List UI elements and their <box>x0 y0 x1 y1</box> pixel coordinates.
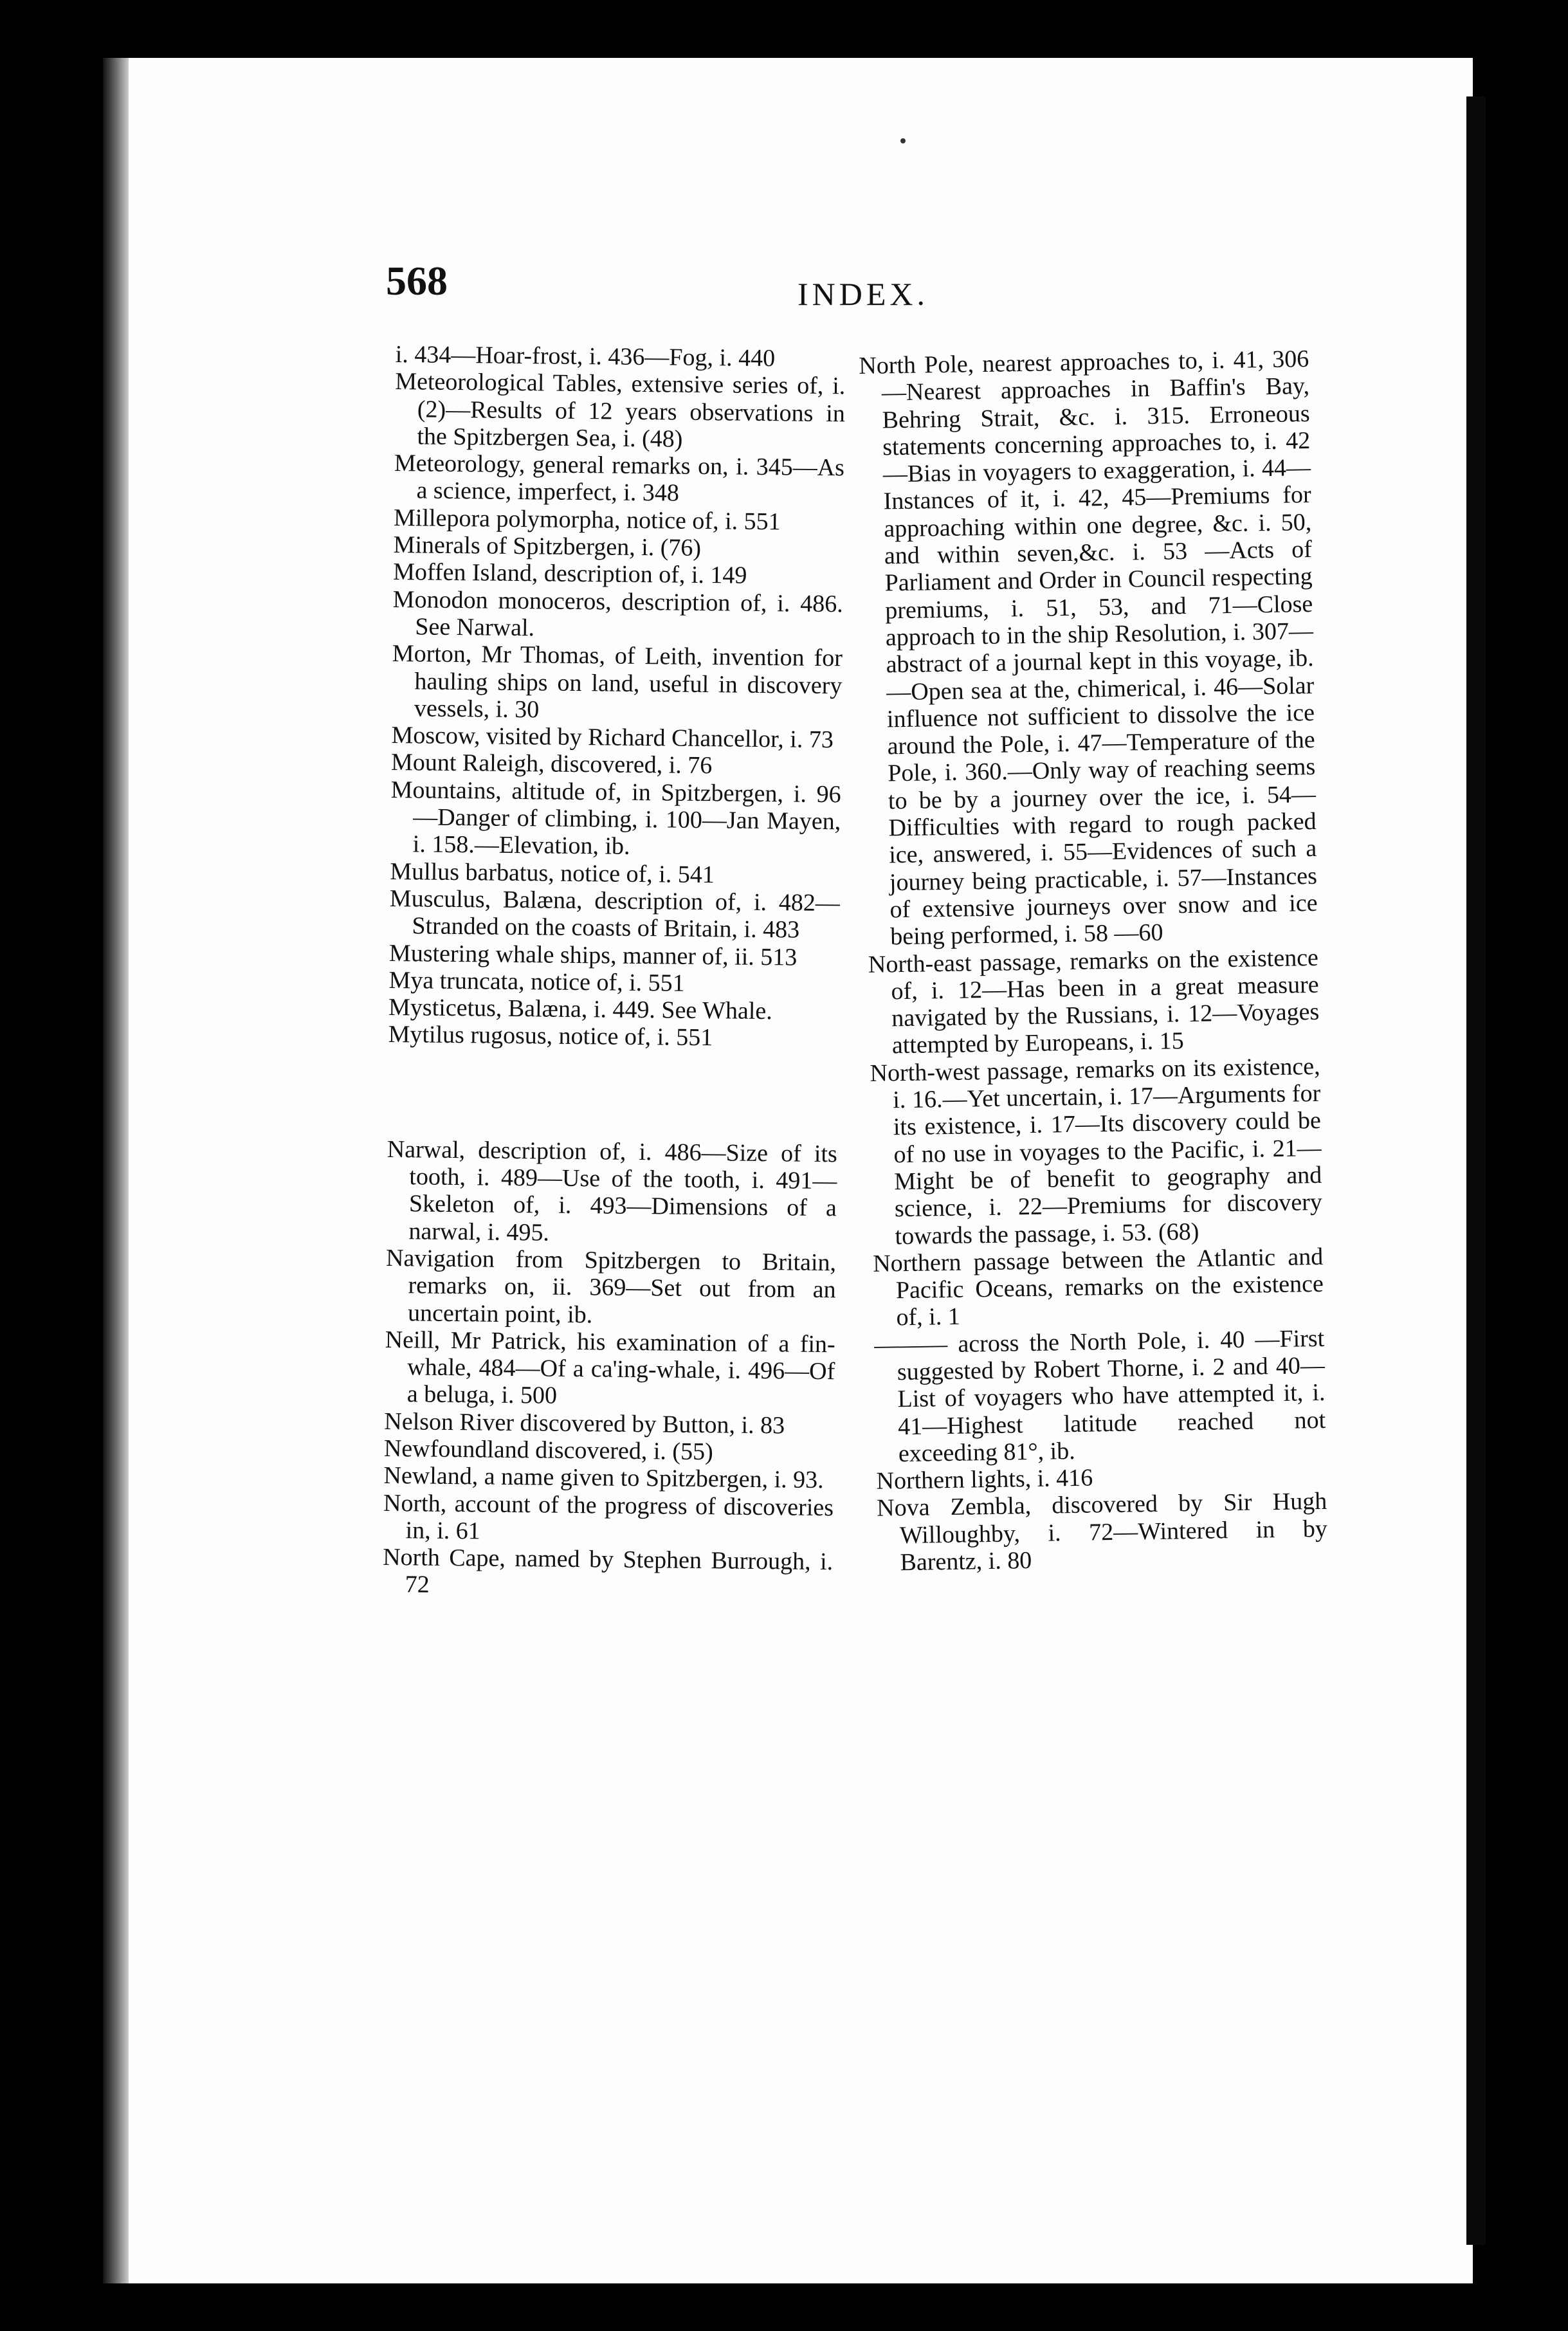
index-entry: Northern passage between the Atlantic and Pacific Oceans, remarks on the existence of, i. 1 <box>872 1243 1324 1331</box>
index-entry: Northern lights, i. 416 <box>876 1464 1093 1495</box>
index-entry: Mount Raleigh, discovered, i. 76 <box>390 749 713 780</box>
index-entry: i. 434—Hoar-frost, i. 436—Fog, i. 440 <box>395 341 776 372</box>
index-entry: Meteorological Tables, extensive series of, i. (2)—Results of 12 years observations in the Spitzbergen Sea, i. (48) <box>395 368 846 453</box>
index-entry: North Cape, named by Stephen Burrough, i. 72 <box>382 1544 834 1599</box>
page-title: INDEX. <box>798 276 929 312</box>
index-column-right <box>859 345 1328 1577</box>
index-entry: Musculus, Balæna, description of, i. 482—Stranded on the coasts of Britain, i. 483 <box>389 884 841 944</box>
index-entry: Newfoundland discovered, i. (55) <box>383 1434 713 1466</box>
index-entry: Mytilus rugosus, notice of, i. 551 <box>388 1021 713 1052</box>
index-entry: North-west passage, remarks on its existence, i. 16.—Yet uncertain, i. 17—Arguments for its existence, i. 17—Its discovery could be of no use in voyages to the Pacific, i. 21—Might be of benefit to geography and science, i. 22—Premiums for discovery towards the passage, i. 53. (68) <box>870 1052 1323 1250</box>
index-entry: Newland, a name given to Spitzbergen, i. 93. <box>383 1462 824 1494</box>
index-entry: Monodon monoceros, description of, i. 486. See Narwal. <box>392 585 843 642</box>
index-entry: Narwal, description of, i. 486—Size of its tooth, i. 489—Use of the tooth, i. 491—Skeleton of, i. 493—Dimensions of a narwal, i. 495. <box>387 1135 838 1247</box>
index-entry: Mustering whale ships, manner of, ii. 513 <box>388 939 798 971</box>
index-entry: Mysticetus, Balæna, i. 449. See Whale. <box>388 994 772 1025</box>
index-entry: Mya truncata, notice of, i. 551 <box>388 966 685 997</box>
index-entry: North, account of the progress of discoveries in, i. 61 <box>383 1489 834 1545</box>
index-entry: North-east passage, remarks on the existence of, i. 12—Has been in a great measure navigated by the Russians, i. 12—Voyages attempted by Europeans, i. 15 <box>868 944 1320 1059</box>
running-head <box>386 257 1331 328</box>
index-entry: Morton, Mr Thomas, of Leith, invention for hauling ships on land, useful in discovery vessels, i. 30 <box>392 640 843 724</box>
index-entry: North Pole, nearest approaches to, i. 41, 306—Nearest approaches in Baffin's Bay, Behring Strait, &c. i. 315. Erroneous statements concerning approaches to, i. 42—Bias in voyagers to exaggeration, i. 44—Instances of it, i. 42, 45—Premiums for approaching within one degree, &c. i. 50, and within seven,&c. i. 53 —Acts of Parliament and Order in Council respecting premiums, i. 51, 53, and 71—Close approach to in the ship Resolution, i. 307—abstract of a journal kept in this voyage, ib.—Open sea at the, chimerical, i. 46—Solar influence not sufficient to dissolve the ice around the Pole, i. 47—Temperature of the Pole, i. 360.—Only way of reaching seems to be by a journey over the ice, i. 54—Difficulties with regard to rough packed ice, answered, i. 55—Evidences of such a journey being practicable, i. 57—Instances of extensive journeys over snow and ice being performed, i. 58 —60 <box>859 345 1318 951</box>
page-number: 568 <box>386 258 448 304</box>
index-entry: Nelson River discovered by Button, i. 83 <box>384 1407 785 1440</box>
index-column-left <box>383 341 846 1603</box>
index-entry: Minerals of Spitzbergen, i. (76) <box>393 531 702 562</box>
index-entry: Meteorology, general remarks on, i. 345—As a science, imperfect, i. 348 <box>394 450 845 507</box>
index-entry: ——— across the North Pole, i. 40 —First suggested by Robert Thorne, i. 2 and 40—List of voyagers who have attempted it, i. 41—Highest latitude reached not exceeding 81°, ib. <box>873 1324 1326 1468</box>
section-gap <box>387 1073 838 1116</box>
index-entry: Moffen Island, description of, i. 149 <box>393 558 747 590</box>
index-entry: Millepora polymorpha, notice of, i. 551 <box>393 504 781 536</box>
index-entry: Mullus barbatus, notice of, i. 541 <box>390 857 715 888</box>
index-entry: Navigation from Spitzbergen to Britain, remarks on, ii. 369—Set out from an uncertain point, ib. <box>385 1244 837 1328</box>
index-entry: Nova Zembla, discovered by Sir Hugh Willoughby, i. 72—Wintered in by Barentz, i. 80 <box>876 1488 1328 1577</box>
page-gutter-shadow <box>103 58 129 2283</box>
index-entry: Neill, Mr Patrick, his examination of a fin-whale, 484—Of a ca'ing-whale, i. 496—Of a beluga, i. 500 <box>385 1326 835 1410</box>
page-right-edge <box>1466 96 1486 2245</box>
index-entry: Moscow, visited by Richard Chancellor, i. 73 <box>391 722 834 754</box>
ink-speck <box>900 138 906 143</box>
index-entry: Mountains, altitude of, in Spitzbergen, i. 96—Danger of climbing, i. 100—Jan Mayen, i. 158.—Elevation, ib. <box>390 776 841 861</box>
